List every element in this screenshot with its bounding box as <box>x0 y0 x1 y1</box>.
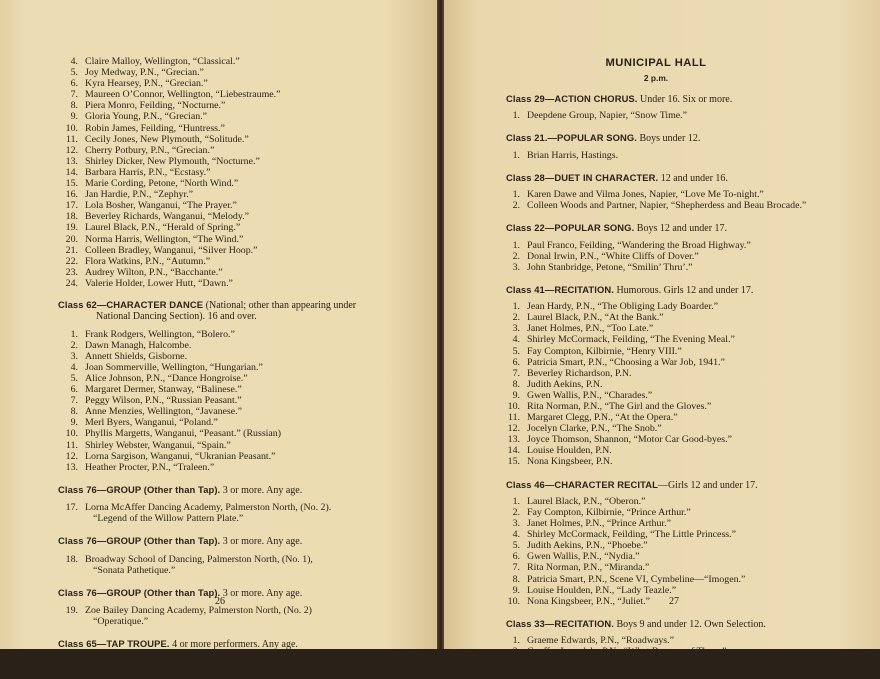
class-heading <box>58 535 437 547</box>
entry-number: 1. <box>512 239 520 251</box>
class-heading <box>58 484 437 496</box>
entry-number: 2. <box>512 200 520 212</box>
entry-text: Geoffry Langdale, P.N., “What Became of Them.” <box>527 646 727 658</box>
right-page <box>444 0 880 679</box>
entry-text: Graeme Edwards, P.N., “Roadways.” <box>527 635 674 647</box>
entry-number: 18. <box>65 553 78 565</box>
entry-text: Gwen Wallis, P.N., “Charades.” <box>527 389 653 401</box>
entry-text: Barbara Harris, P.N., “Ecstasy.” <box>85 166 211 178</box>
entry-text: Karen Dawe and Vilma Jones, Napier, “Love Me To-night.” <box>527 189 764 201</box>
entry-list <box>506 189 880 211</box>
continued-entry-list <box>58 56 437 289</box>
group-section-c <box>58 587 437 627</box>
class-section <box>506 618 880 679</box>
entry-number: 6. <box>70 78 78 90</box>
list-item <box>506 346 880 357</box>
group-section-b <box>58 535 437 575</box>
list-item <box>58 145 437 156</box>
entry-text: Beverley Richardson, P.N. <box>527 367 632 379</box>
entry-text: Fay Compton, Kilbirnie, “Prince Arthur.” <box>527 506 691 518</box>
entry-text: Judith Aekins, P.N. <box>527 378 603 390</box>
group-section-a <box>58 484 437 524</box>
class-title: Class 76—GROUP (Other than Tap). <box>58 586 221 598</box>
class-62-entry-list <box>58 329 437 473</box>
entry-number: 5. <box>70 67 78 79</box>
list-item <box>58 616 437 627</box>
class-criteria: —Girls 12 and under 17. <box>657 479 758 491</box>
class-section <box>506 93 880 121</box>
entry-number: 17. <box>65 200 78 212</box>
entry-text: Frank Rodgers, Wellington, “Bolero.” <box>85 328 235 340</box>
entry-number: 5. <box>512 345 520 357</box>
entry-number: 7. <box>70 656 78 668</box>
entry-text: Louise Houlden, P.N., “Lady Teazle.” <box>527 584 677 596</box>
list-item <box>58 502 437 513</box>
entry-number: 11. <box>66 439 78 451</box>
list-item <box>506 507 880 518</box>
entry-text: Merl Byers, Wanganui, “Poland.” <box>85 417 218 429</box>
entry-text: Colleen Bradley, Wanganui, “Silver Hoop.” <box>85 244 258 256</box>
entry-text: Alice Johnson, P.N., “Dance Hongroise.” <box>85 372 248 384</box>
list-item <box>506 423 880 434</box>
entry-number: 13. <box>65 461 78 473</box>
class-heading <box>506 284 880 296</box>
entry-text: Gwen Wallis, P.N., “Nydia.” <box>527 551 640 563</box>
list-item <box>506 657 880 668</box>
entry-text: Fay Compton, Kilbirnie, “Henry VIII.” <box>527 345 682 357</box>
list-item <box>58 267 437 278</box>
class-title: Class 22—POPULAR SONG. <box>506 222 635 234</box>
entry-text: Colleen Woods and Partner, Napier, “Shepherdess and Beau Brocade.” <box>527 200 807 212</box>
entry-number: 13. <box>507 434 520 446</box>
entry-text: Brian Harris, Hastings. <box>527 149 619 161</box>
list-item <box>506 200 880 211</box>
entry-number: 3. <box>512 657 520 669</box>
entry-text: Robin James, Feilding, “Huntress.” <box>85 122 225 134</box>
entry-text: Margaret Clegg, P.N., “At the Opera.” <box>527 412 678 424</box>
class-criteria: 12 and under 16. <box>658 172 728 184</box>
list-item <box>58 56 437 67</box>
entry-number: 4. <box>512 529 520 541</box>
entry-number: 16. <box>65 189 78 201</box>
class-title: Class 76—GROUP (Other than Tap). <box>58 483 221 495</box>
class-heading <box>506 618 880 630</box>
list-item <box>506 596 880 607</box>
list-item <box>506 445 880 456</box>
class-criteria: (National; other than appearing under <box>203 299 357 311</box>
entry-text: Anne Menzies, Wellington, “Javanese.” <box>85 406 242 418</box>
entry-number: 21. <box>65 244 78 256</box>
entry-title: “Sonata Pathetique.” <box>93 564 176 576</box>
entry-number: 6. <box>512 551 520 563</box>
entry-number: 9. <box>512 389 520 401</box>
class-heading <box>506 479 880 491</box>
entry-number: 1. <box>512 301 520 313</box>
list-item <box>506 635 880 646</box>
entry-text: John Stanbridge, Petone, “Smilin’ Thru’.” <box>527 261 693 273</box>
entry-text: Maureen O’Connor, Wellington, “Liebestraume.” <box>85 89 281 101</box>
entry-text: Lorna Sargison, Wanganui, “Ukranian Peasant.” <box>85 450 276 462</box>
class-criteria: 3 or more. Any age. <box>220 536 303 548</box>
entry-number: 8. <box>512 378 520 390</box>
list-item <box>58 329 437 340</box>
class-title: Class 76—GROUP (Other than Tap). <box>58 535 221 547</box>
list-item <box>58 234 437 245</box>
entry-text: Claire Malloy, Wellington, “Classical.” <box>85 56 240 67</box>
entry-number: 7. <box>70 395 78 407</box>
entry-text: Donal Irwin, P.N., “White Cliffs of Dover.” <box>527 250 699 262</box>
list-item <box>58 373 437 384</box>
list-item <box>58 211 437 222</box>
class-criteria: Boys 9 and under 12. Own Selection. <box>613 618 766 630</box>
list-item <box>58 513 437 524</box>
entry-text: Norma Harris, Wellington, “The Wind.” <box>85 233 244 245</box>
right-sections <box>506 93 880 679</box>
list-item <box>58 417 437 428</box>
class-title: Class 62—CHARACTER DANCE <box>58 298 204 310</box>
entry-text: Valerie Holder, Lower Hutt, “Dawn.” <box>85 277 233 289</box>
entry-list <box>506 110 880 121</box>
entry-text: Louise Houlden, P.N. <box>527 445 612 457</box>
entry-text: Annett Shields, Gisborne. <box>85 350 188 362</box>
entry-text: Jean Hardy, P.N., “The Obliging Lady Boarder.” <box>527 301 719 313</box>
entry-list <box>506 635 880 679</box>
entry-text: Nona Kingsbeer, P.N., “Juliet.” <box>527 595 651 607</box>
entry-text: Marie Cording, Petone, “North Wind.” <box>85 178 239 190</box>
entry-number: 1. <box>512 110 520 122</box>
entry-number: 19. <box>65 605 78 617</box>
entry-number: 2. <box>70 339 78 351</box>
entry-text: Rita Norman, P.N., “Miranda.” <box>527 562 650 574</box>
class-title: Class 28—DUET IN CHARACTER. <box>506 171 659 183</box>
list-item <box>58 428 437 439</box>
list-item <box>58 67 437 78</box>
entry-text: Joy Medway, P.N., “Grecian.” <box>85 67 204 79</box>
list-item <box>506 456 880 467</box>
entry-text: Joan Sommerville, Wellington, “Hungarian.” <box>85 361 263 373</box>
entry-number: 6. <box>70 384 78 396</box>
class-heading <box>58 638 437 650</box>
list-item <box>58 554 437 565</box>
entry-number: 1. <box>512 149 520 161</box>
entry-list <box>506 150 880 161</box>
list-item <box>58 395 437 406</box>
entry-number: 5. <box>512 540 520 552</box>
entry-text: Janet Holmes, P.N., “Too Late.” <box>527 323 654 335</box>
entry-number: 19. <box>65 222 78 234</box>
list-item <box>506 357 880 368</box>
list-item <box>58 462 437 473</box>
entry-number: 8. <box>70 100 78 112</box>
page-number: 26 <box>215 596 225 607</box>
entry-text: Peggy Wilson, P.N., “Russian Peasant.” <box>85 395 242 407</box>
list-item <box>58 89 437 100</box>
class-criteria: 4 or more performers. Any age. <box>169 639 298 651</box>
entry-text: Beverley Richards, Wanganui, “Melody.” <box>85 211 250 223</box>
class-section <box>506 479 880 607</box>
class-heading <box>58 587 437 599</box>
list-item <box>58 123 437 134</box>
list-item <box>506 401 880 412</box>
list-item <box>506 150 880 161</box>
entry-text: Patricia Smart, P.N., Scene VI, Cymbeline—“Imogen.” <box>527 573 746 585</box>
entry-number: 3. <box>512 261 520 273</box>
list-item <box>506 368 880 379</box>
list-item <box>58 245 437 256</box>
entry-list <box>506 301 880 467</box>
entry-text: Laurel Black, P.N., “At the Bank.” <box>527 312 664 324</box>
class-criteria: Under 16. Six or more. <box>637 94 733 105</box>
entry-text: Shirley Dicker, New Plymouth, “Nocturne.” <box>85 155 260 167</box>
entry-number: 9. <box>70 111 78 123</box>
entry-number: 10. <box>507 595 520 607</box>
list-item <box>506 323 880 334</box>
entry-text: Margaret Dermer, Stanway, “Balinese.” <box>85 384 242 396</box>
entry-text: Flora Watkins, P.N., “Autumn.” <box>85 255 211 267</box>
entry-number: 13. <box>65 155 78 167</box>
list-item <box>506 110 880 121</box>
list-item <box>58 222 437 233</box>
list-item <box>58 256 437 267</box>
class-heading <box>506 93 880 105</box>
list-item <box>58 100 437 111</box>
class-title: Class 65—TAP TROUPE. <box>58 638 170 650</box>
entry-number: 24. <box>65 277 78 289</box>
list-item <box>58 178 437 189</box>
class-title: Class 41—RECITATION. <box>506 283 614 295</box>
entry-title: “Legend of the Willow Pattern Plate.” <box>93 513 244 525</box>
entry-text: Janet Holmes, P.N., “Prince Arthur.” <box>527 518 671 530</box>
class-criteria: Boys under 12. <box>636 133 701 145</box>
list-item <box>506 434 880 445</box>
entry-number: 4. <box>70 56 78 67</box>
entry-text: Joyce Thomson, Shannon, “Motor Car Good-byes.” <box>527 434 732 446</box>
entry-text: Dawn Managh, Halcombe. <box>85 339 192 351</box>
book-gutter <box>437 0 444 649</box>
entry-number: 2. <box>512 250 520 262</box>
entry-number: 3. <box>512 518 520 530</box>
page-number: 27 <box>669 596 679 607</box>
entry-number: 1. <box>512 635 520 647</box>
entry-number: 2. <box>512 646 520 658</box>
class-heading <box>58 299 437 323</box>
entry-text: Kyra Hearsey, P.N., “Grecian.” <box>85 78 208 90</box>
entry-number: 10. <box>65 122 78 134</box>
entry-text: Shirley Webster, Wanganui, “Spain.” <box>85 439 231 451</box>
list-item <box>506 262 880 273</box>
class-section <box>506 132 880 160</box>
list-item <box>58 565 437 576</box>
list-item <box>506 496 880 507</box>
class-section <box>506 222 880 273</box>
entry-number: 14. <box>507 445 520 457</box>
entry-text: Brian Harris, Hastings, “Penaby Mine.” <box>527 668 685 679</box>
entry-title: “Operatique.” <box>93 616 149 628</box>
class-criteria: 3 or more. Any age. <box>220 484 303 496</box>
list-item <box>506 562 880 573</box>
session-time: 2 p.m. <box>643 73 669 83</box>
entry-number: 6. <box>512 356 520 368</box>
entry-text: Jan Hardie, P.N., “Zephyr.” <box>85 189 194 201</box>
entry-number: 4. <box>512 668 520 679</box>
entry-number: 3. <box>70 350 78 362</box>
entry-text: Shirley McCormack, Feilding, “The Little Princess.” <box>527 529 736 541</box>
entry-number: 1. <box>512 495 520 507</box>
entry-number: 12. <box>65 144 78 156</box>
entry-text: Laurel Black, P.N., “Herald of Spring.” <box>85 222 241 234</box>
list-item <box>506 189 880 200</box>
left-page <box>0 0 437 668</box>
class-criteria: Boys 12 and under 17. <box>634 223 728 235</box>
entry-text: Gloria Young, P.N., “Grecian.” <box>85 111 208 123</box>
entry-number: 20. <box>65 233 78 245</box>
entry-number: 14. <box>65 166 78 178</box>
list-item <box>58 440 437 451</box>
list-item <box>506 240 880 251</box>
list-item <box>58 605 437 616</box>
list-item <box>58 657 437 668</box>
class-section <box>506 284 880 468</box>
entry-number: 23. <box>65 266 78 278</box>
entry-number: 4. <box>512 334 520 346</box>
entry-number: 8. <box>512 573 520 585</box>
tap-troupe-section <box>58 638 437 667</box>
entry-number: 12. <box>507 423 520 435</box>
entry-text: Shirley McCormack, Feilding, “The Evening Meal.” <box>527 334 735 346</box>
list-item <box>58 406 437 417</box>
list-item <box>58 384 437 395</box>
entry-text: Cecily Jones, New Plymouth, “Solitude.” <box>85 133 249 145</box>
class-title: Class 46—CHARACTER RECITAL <box>506 478 658 490</box>
list-item <box>506 251 880 262</box>
list-item <box>506 646 880 657</box>
entry-number: 10. <box>507 400 520 412</box>
entry-text: Audrey Wilton, P.N., “Bacchante.” <box>85 266 223 278</box>
entry-number: 12. <box>65 450 78 462</box>
list-item <box>506 551 880 562</box>
entry-number: 7. <box>512 562 520 574</box>
list-item <box>506 390 880 401</box>
entry-list <box>506 240 880 273</box>
entry-number: 9. <box>70 417 78 429</box>
list-item <box>58 167 437 178</box>
list-item <box>58 111 437 122</box>
list-item <box>506 379 880 390</box>
entry-number: 11. <box>66 133 78 145</box>
list-item <box>506 518 880 529</box>
list-item <box>506 412 880 423</box>
entry-text: Lola Bosher, Wanganui, “The Prayer.” <box>85 200 237 212</box>
entry-number: 18. <box>65 211 78 223</box>
entry-text: Broadway School of Dancing, Palmerston North, (No. 1), <box>85 553 313 565</box>
list-item <box>58 200 437 211</box>
entry-number: 2. <box>512 506 520 518</box>
entry-text: Patricia Smart, P.N., “Choosing a War Job, 1941.” <box>527 356 725 368</box>
entry-number: 17. <box>65 502 78 514</box>
entry-number: 1. <box>512 189 520 201</box>
list-item <box>58 134 437 145</box>
list-item <box>58 189 437 200</box>
class-title: Class 29—ACTION CHORUS. <box>506 93 638 104</box>
class-heading <box>506 132 880 144</box>
entry-text: Judith Aekins, P.N., “Phoebe.” <box>527 540 648 552</box>
entry-number: 22. <box>65 255 78 267</box>
class-title: Class 21.—POPULAR SONG. <box>506 132 637 144</box>
list-item <box>58 362 437 373</box>
venue-heading: MUNICIPAL HALL <box>605 57 707 69</box>
entry-text: Paul Franco, Feilding, “Wandering the Broad Highway.” <box>527 239 751 251</box>
entry-number: 8. <box>70 406 78 418</box>
class-section <box>506 172 880 211</box>
entry-number: 10. <box>65 428 78 440</box>
list-item <box>506 529 880 540</box>
entry-number: 7. <box>70 89 78 101</box>
entry-text: Nona Kingsbeer, P.N. <box>527 456 613 468</box>
entry-number: 5. <box>70 372 78 384</box>
entry-number: 2. <box>512 312 520 324</box>
list-item <box>506 574 880 585</box>
entry-text: Heather Procter, P.N., “Traleen.” <box>85 461 215 473</box>
class-heading <box>506 222 880 234</box>
entry-number: 7. <box>512 367 520 379</box>
entry-text: Zoe Bailey Dancing Academy, Palmerston North, (No. 2) <box>85 605 312 617</box>
entry-number: 15. <box>507 456 520 468</box>
entry-number: 15. <box>65 178 78 190</box>
class-62-section <box>58 299 437 473</box>
entry-text: Laurel Black, P.N., “Oberon.” <box>527 495 646 507</box>
entry-text: Jocelyn Clarke, P.N., “The Snob.” <box>527 423 662 435</box>
list-item <box>58 278 437 289</box>
entry-number: 4. <box>70 361 78 373</box>
entry-number: 11. <box>508 412 520 424</box>
class-criteria-continued: National Dancing Section). 16 and over. <box>96 311 257 323</box>
class-criteria: 3 or more. Any age. <box>220 587 303 599</box>
entry-text: Piera Monro, Feilding, “Nocturne.” <box>85 100 226 112</box>
class-heading <box>506 172 880 184</box>
entry-number: 3. <box>512 323 520 335</box>
list-item <box>506 668 880 679</box>
entry-list <box>506 496 880 607</box>
class-criteria: Humorous. Girls 12 and under 17. <box>613 284 754 296</box>
entry-text: David Prebensen, Napier, “How.” <box>527 657 661 669</box>
entry-text: June Scott Studio of Dancing, Palmerston North, (No. 2). <box>85 656 312 668</box>
list-item <box>58 340 437 351</box>
entry-number: 9. <box>512 584 520 596</box>
class-title: Class 33—RECITATION. <box>506 617 614 629</box>
list-item <box>58 451 437 462</box>
entry-text: Phyllis Margetts, Wanganui, “Peasant.” (Russian) <box>85 428 282 440</box>
list-item <box>506 301 880 312</box>
list-item <box>506 585 880 596</box>
entry-text: Rita Norman, P.N., “The Girl and the Gloves.” <box>527 400 712 412</box>
list-item <box>58 351 437 362</box>
entry-number: 1. <box>70 328 78 340</box>
list-item <box>506 312 880 323</box>
list-item <box>506 334 880 345</box>
list-item <box>58 78 437 89</box>
entry-text: Deepdene Group, Napier, “Snow Time.” <box>527 110 688 122</box>
entry-text: Cherry Potbury, P.N., “Grecian.” <box>85 144 215 156</box>
list-item <box>506 540 880 551</box>
list-item <box>58 156 437 167</box>
entry-text: Lorna McAffer Dancing Academy, Palmerston North, (No. 2). <box>85 502 332 514</box>
